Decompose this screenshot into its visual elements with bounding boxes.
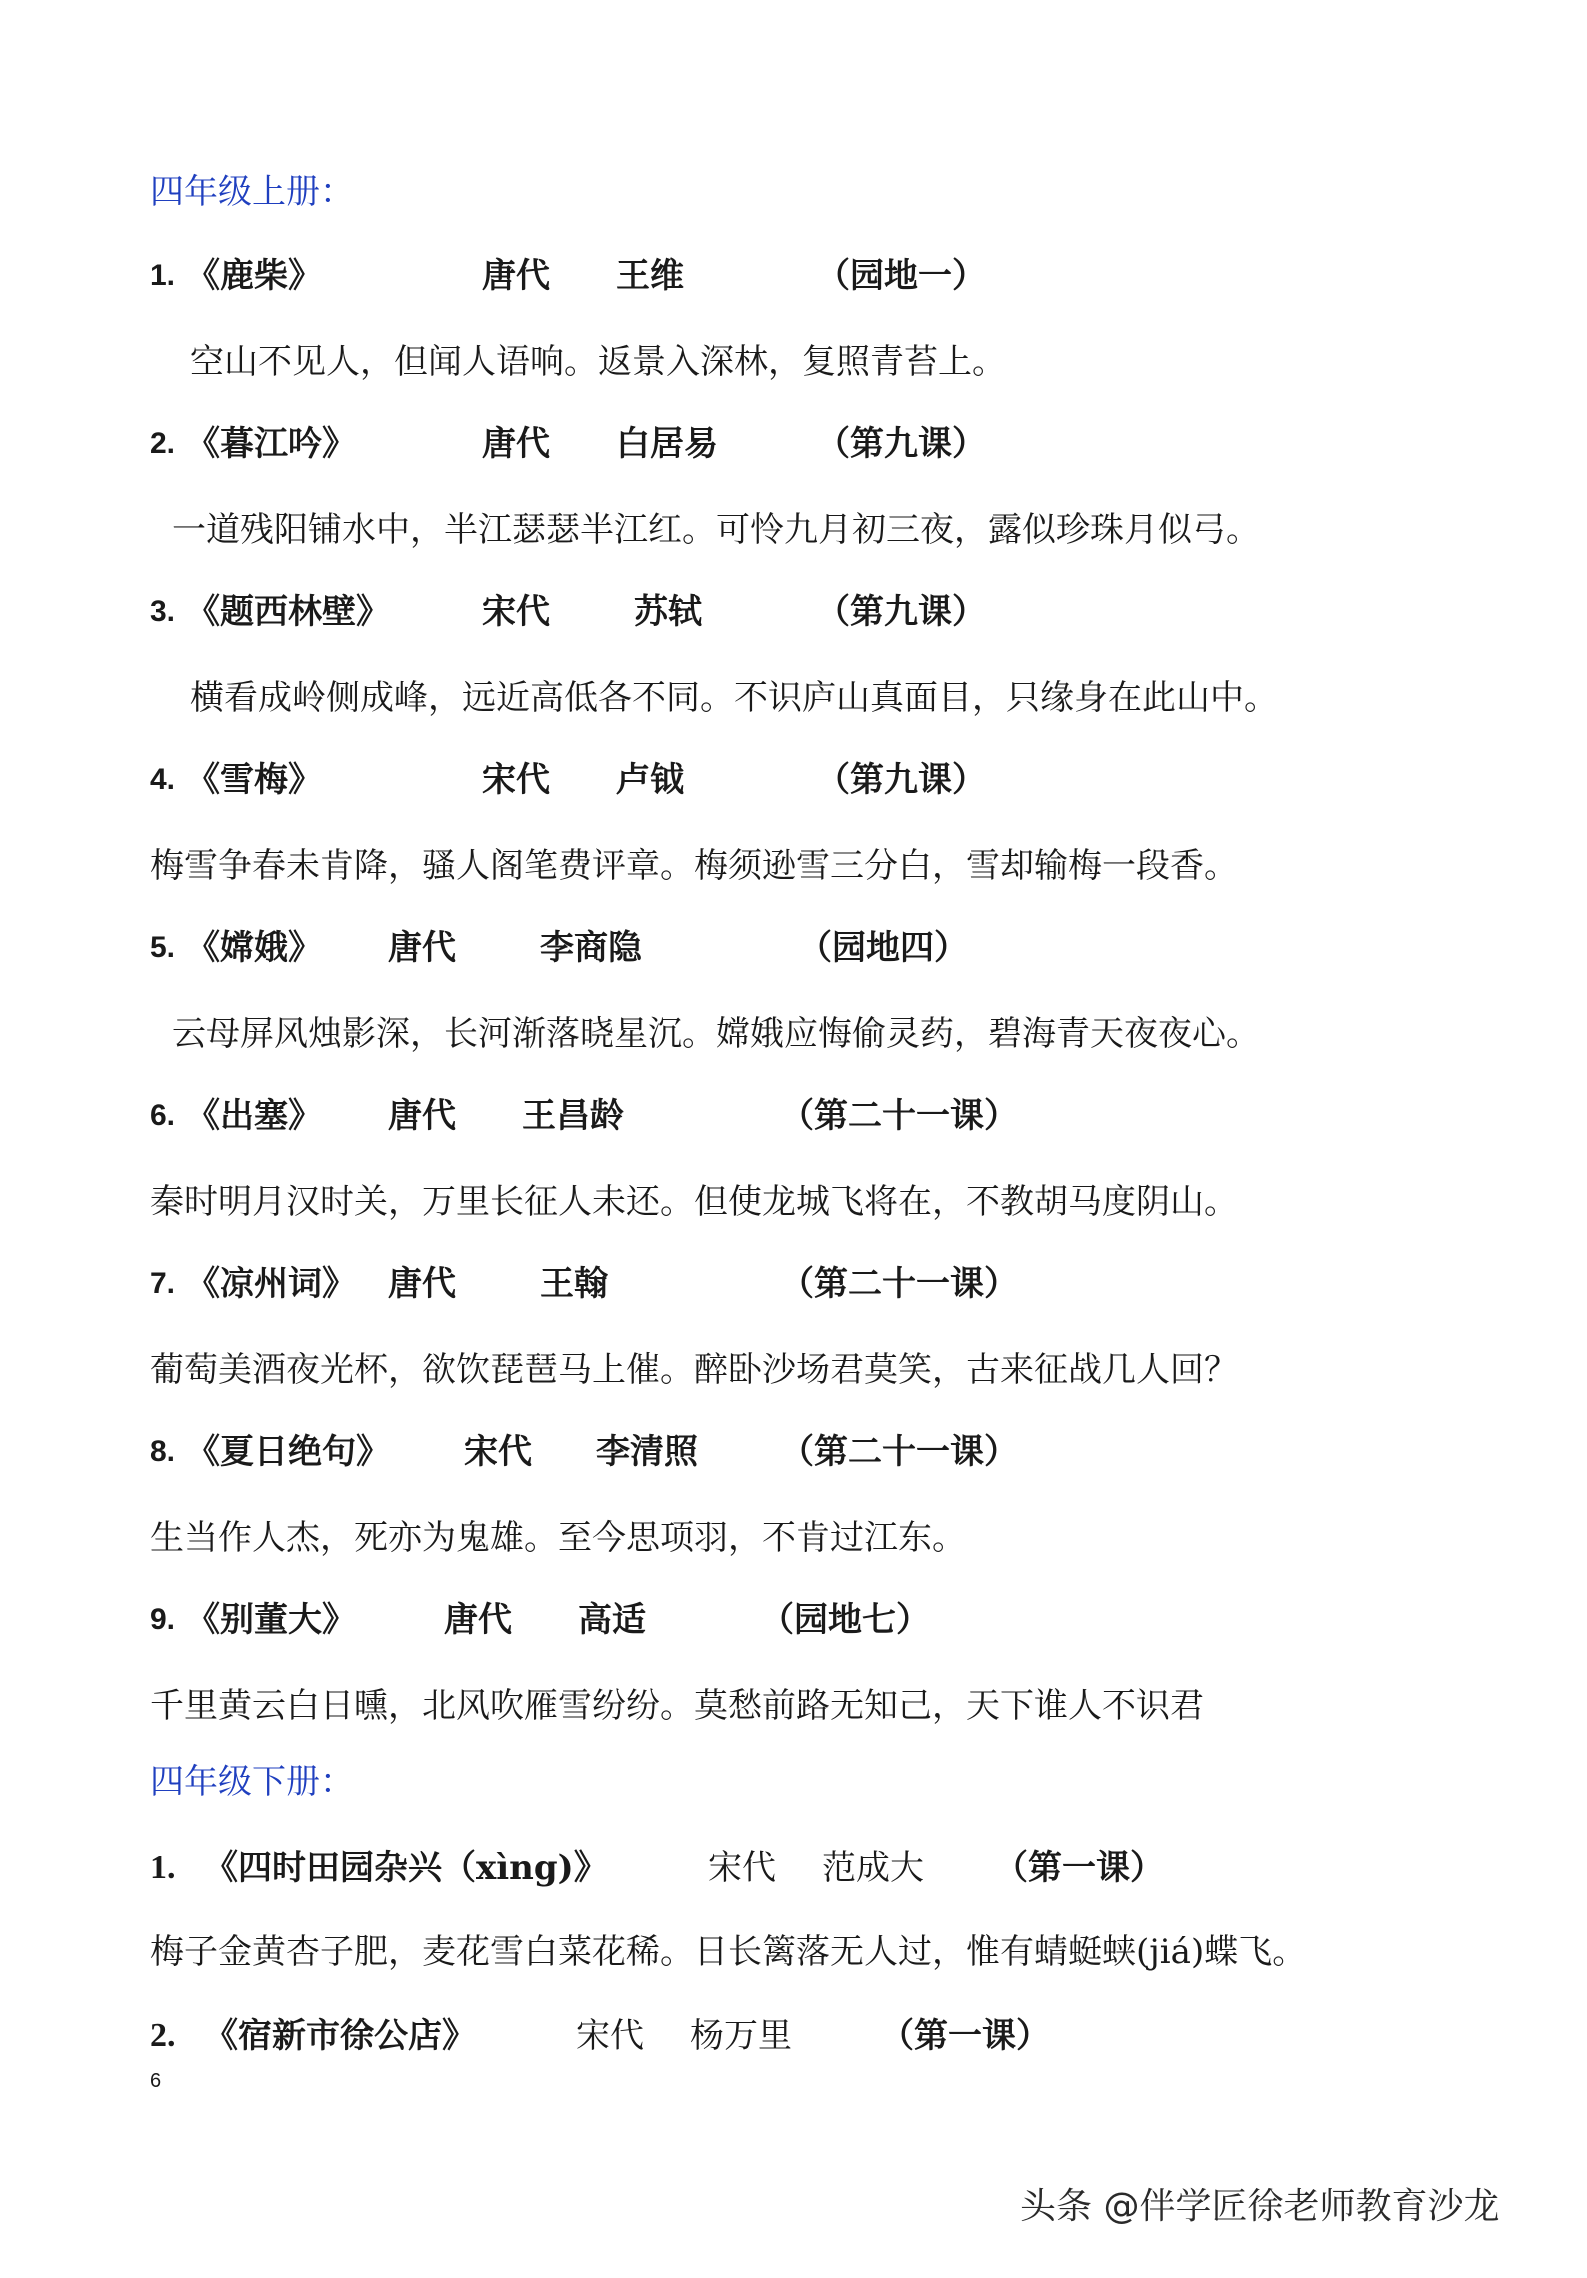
poem-dynasty: 宋代 <box>482 592 550 632</box>
section-heading: 四年级下册： <box>150 1762 354 1802</box>
poem-author: 李商隐 <box>540 928 642 968</box>
poem-text: 梅雪争春未肯降，骚人阁笔费评章。梅须逊雪三分白，雪却输梅一段香。 <box>150 846 1238 886</box>
section-heading: 四年级上册： <box>150 172 354 212</box>
poem-author: 范成大 <box>822 1848 924 1888</box>
poem-title: 《雪梅》 <box>186 760 322 800</box>
poem-source: （第九课） <box>816 760 986 800</box>
poem-author: 杨万里 <box>690 2016 792 2056</box>
poem-dynasty: 宋代 <box>576 2016 644 2056</box>
poem-number: 3. <box>150 595 176 628</box>
poem-title: 《凉州词》 <box>186 1264 356 1304</box>
poem-author: 王昌龄 <box>522 1096 624 1136</box>
poem-dynasty: 唐代 <box>388 1096 456 1136</box>
poem-number: 9. <box>150 1603 176 1636</box>
poem-text: 梅子金黄杏子肥，麦花雪白菜花稀。日长篱落无人过，惟有蜻蜓蛱(jiá)蝶飞。 <box>150 1932 1307 1972</box>
page-number: 6 <box>150 2070 162 2092</box>
poem-author: 苏轼 <box>634 592 702 632</box>
poem-number: 5. <box>150 931 176 964</box>
poem-author: 李清照 <box>596 1432 698 1472</box>
poem-text: 千里黄云白日曛，北风吹雁雪纷纷。莫愁前路无知己，天下谁人不识君 <box>150 1686 1204 1726</box>
poem-title: 《鹿柴》 <box>186 256 322 296</box>
poem-source: （第二十一课） <box>780 1264 1018 1304</box>
poem-number: 2. <box>150 2017 176 2054</box>
poem-source: （第九课） <box>816 592 986 632</box>
poem-dynasty: 唐代 <box>388 928 456 968</box>
watermark: 头条 @伴学匠徐老师教育沙龙 <box>1020 2186 1500 2227</box>
poem-author: 高适 <box>578 1600 646 1640</box>
poem-source: （第一课） <box>994 1848 1164 1888</box>
poem-source: （园地一） <box>816 256 986 296</box>
poem-dynasty: 宋代 <box>708 1848 776 1888</box>
poem-number: 2. <box>150 427 176 460</box>
poem-text: 一道残阳铺水中，半江瑟瑟半江红。可怜九月初三夜，露似珍珠月似弓。 <box>172 510 1260 550</box>
poem-title: 《出塞》 <box>186 1096 322 1136</box>
poem-source: （园地四） <box>798 928 968 968</box>
poem-text: 葡萄美酒夜光杯，欲饮琵琶马上催。醉卧沙场君莫笑，古来征战几人回？ <box>150 1350 1238 1390</box>
poem-header <box>150 2014 1050 2278</box>
poem-text: 横看成岭侧成峰，远近高低各不同。不识庐山真面目，只缘身在此山中。 <box>190 678 1278 718</box>
poem-author: 王翰 <box>540 1264 608 1304</box>
poem-number: 4. <box>150 763 176 796</box>
poem-title: 《夏日绝句》 <box>186 1432 390 1472</box>
poem-author: 卢钺 <box>616 760 684 800</box>
poem-text: 空山不见人，但闻人语响。返景入深林，复照青苔上。 <box>190 342 1006 382</box>
poem-title: 《嫦娥》 <box>186 928 322 968</box>
poem-source: （第二十一课） <box>780 1096 1018 1136</box>
poem-source: （第二十一课） <box>780 1432 1018 1472</box>
poem-source: （园地七） <box>760 1600 930 1640</box>
poem-text: 秦时明月汉时关，万里长征人未还。但使龙城飞将在，不教胡马度阴山。 <box>150 1182 1238 1222</box>
poem-number: 1. <box>150 1849 176 1886</box>
poem-number: 7. <box>150 1267 176 1300</box>
poem-text: 生当作人杰，死亦为鬼雄。至今思项羽，不肯过江东。 <box>150 1518 966 1558</box>
poem-dynasty: 唐代 <box>482 424 550 464</box>
poem-dynasty: 宋代 <box>464 1432 532 1472</box>
poem-number: 8. <box>150 1435 176 1468</box>
poem-title: 《题西林壁》 <box>186 592 390 632</box>
poem-text: 云母屏风烛影深，长河渐落晓星沉。嫦娥应悔偷灵药，碧海青天夜夜心。 <box>172 1014 1260 1054</box>
poem-dynasty: 唐代 <box>482 256 550 296</box>
poem-title: 《宿新市徐公店》 <box>204 2016 476 2056</box>
poem-title: 《四时田园杂兴（xìng)》 <box>204 1848 608 1888</box>
poem-title: 《别董大》 <box>186 1600 356 1640</box>
poem-number: 6. <box>150 1099 176 1132</box>
poem-dynasty: 唐代 <box>388 1264 456 1304</box>
poem-source: （第九课） <box>816 424 986 464</box>
poem-number: 1. <box>150 259 176 292</box>
poem-source: （第一课） <box>880 2016 1050 2056</box>
poem-dynasty: 唐代 <box>444 1600 512 1640</box>
poem-author: 王维 <box>616 256 684 296</box>
poem-dynasty: 宋代 <box>482 760 550 800</box>
poem-author: 白居易 <box>616 424 718 464</box>
poem-title: 《暮江吟》 <box>186 424 356 464</box>
